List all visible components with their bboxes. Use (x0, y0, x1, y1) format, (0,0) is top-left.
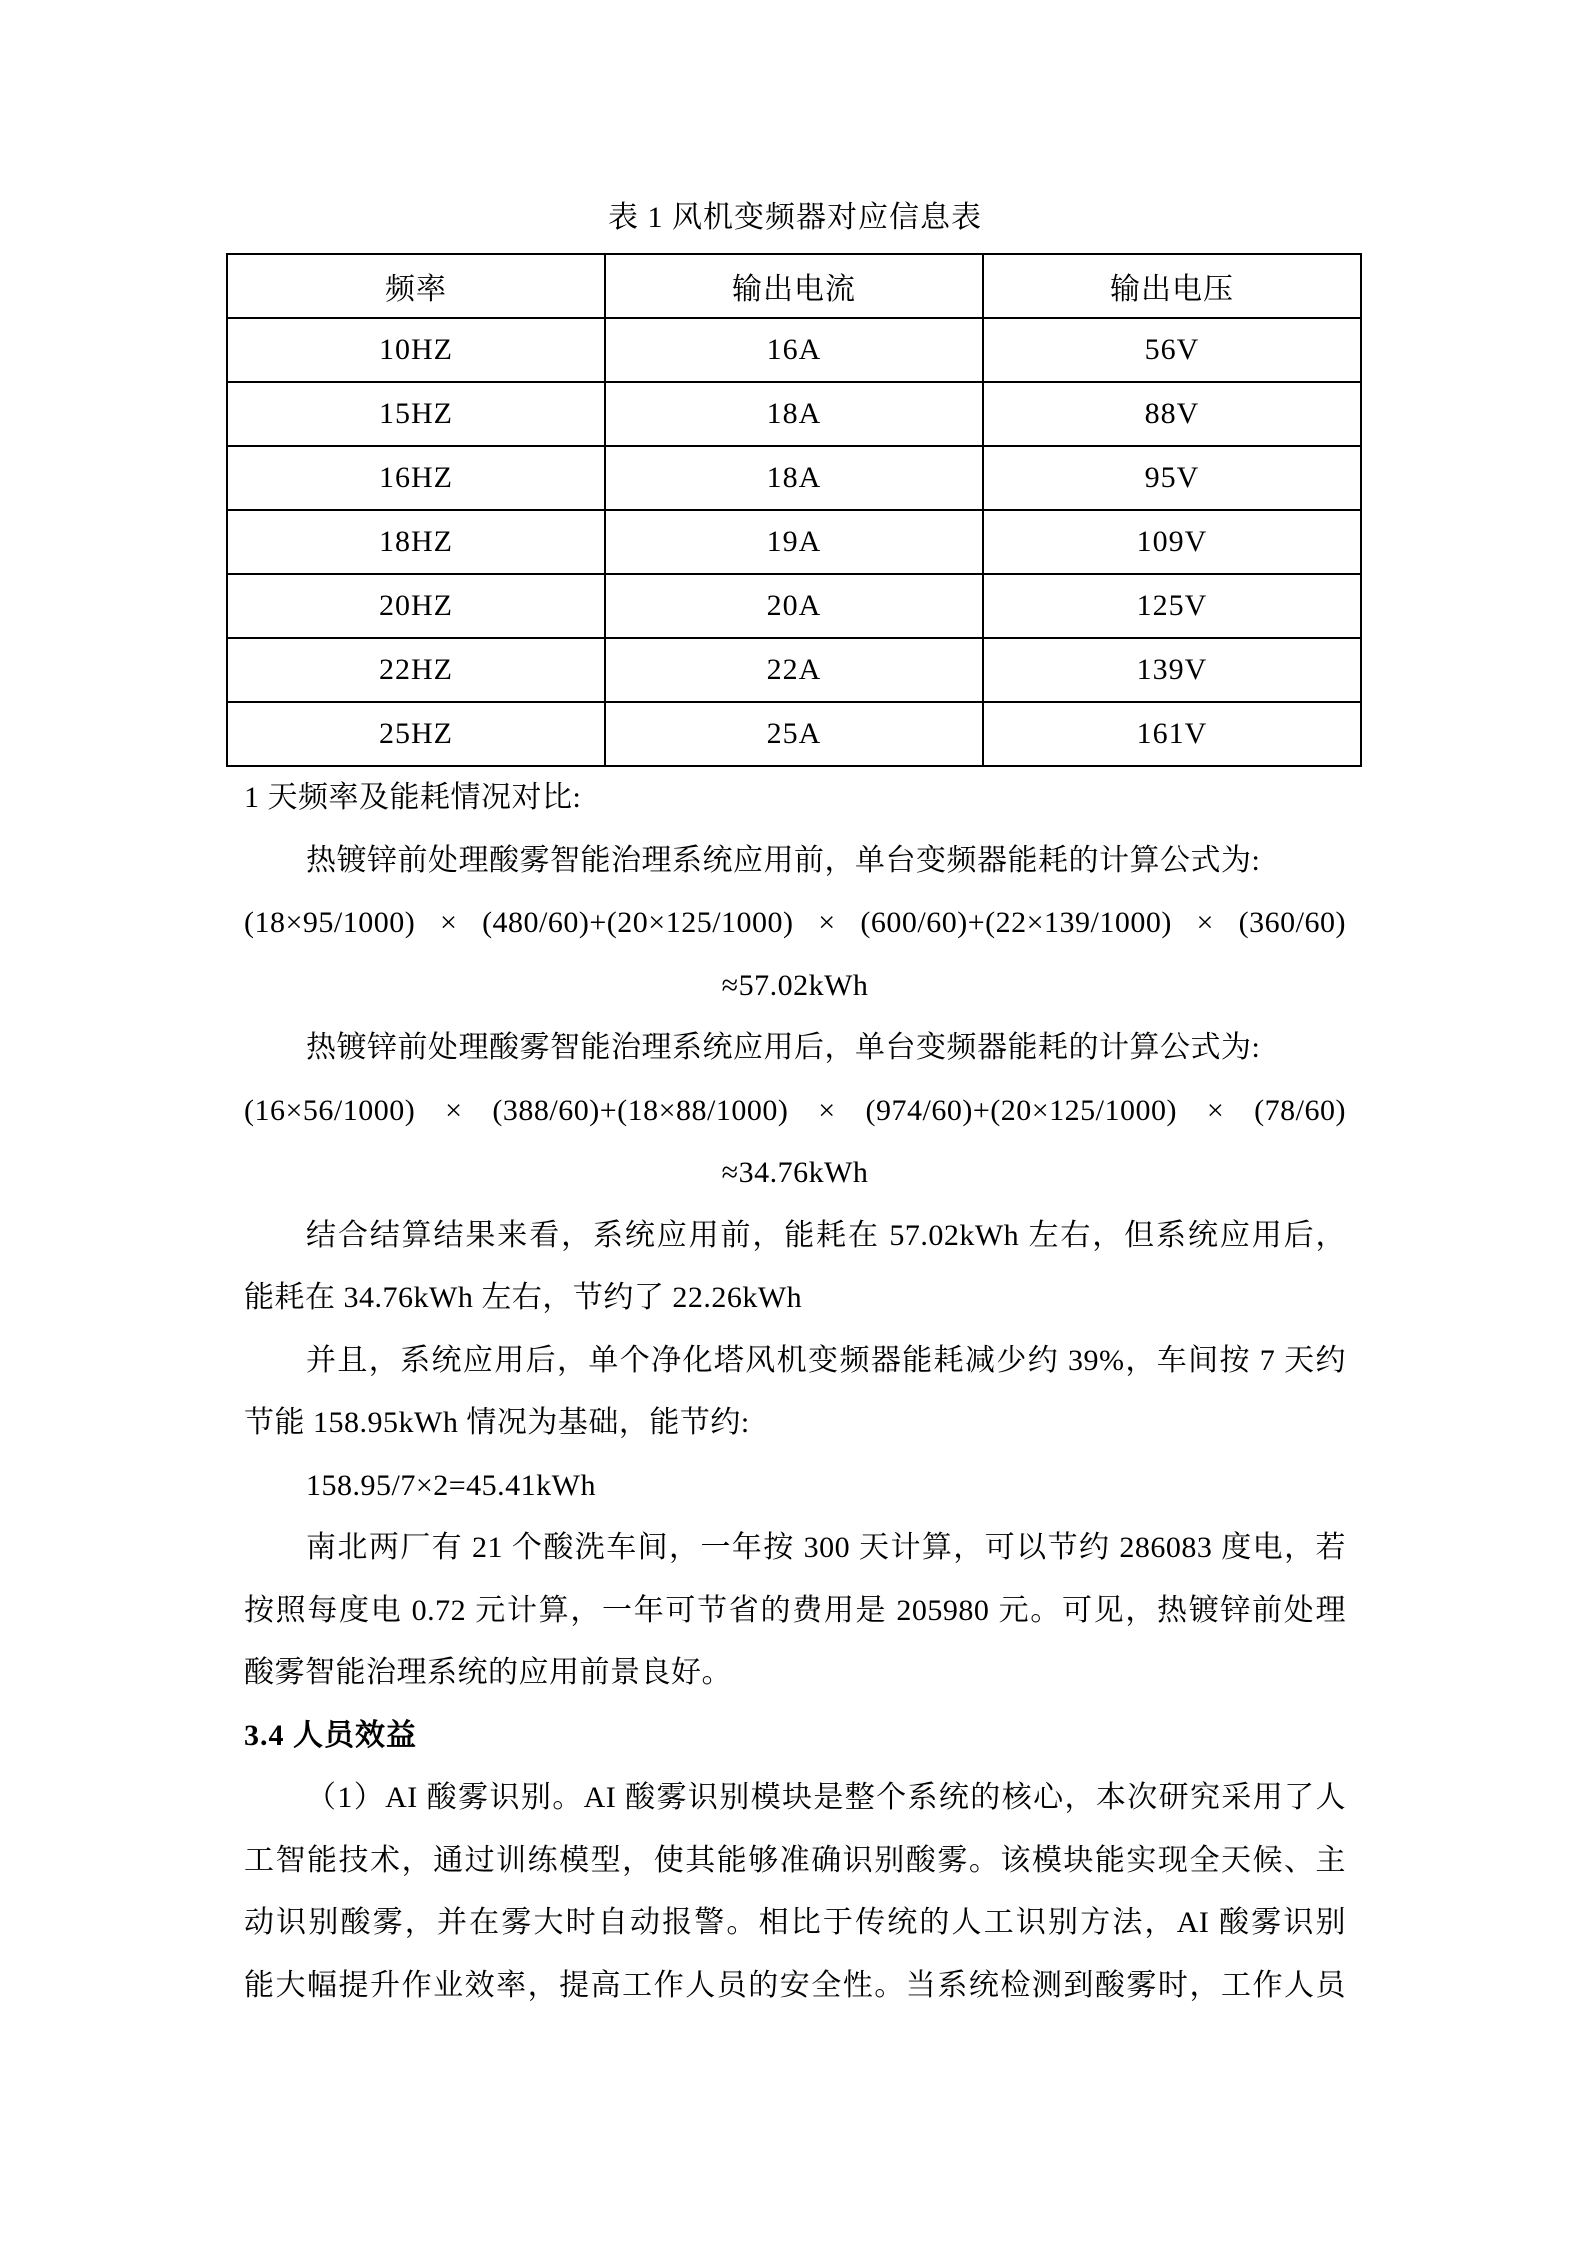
formula-result-line: ≈57.02kWh (721, 968, 869, 1002)
table-cell: 95V (983, 446, 1361, 510)
formula-result-line: ≈34.76kWh (721, 1156, 869, 1189)
table-cell: 125V (983, 574, 1361, 638)
table-header-row (227, 254, 1361, 318)
paragraph-line: 工智能技术，通过训练模型，使其能够准确识别酸雾。该模块能实现全天候、主 (244, 1843, 1346, 1877)
column-header: 输出电压 (983, 254, 1361, 318)
table-caption: 表 1 风机变频器对应信息表 (608, 201, 982, 234)
table-row (227, 510, 1361, 574)
table-cell: 18A (605, 446, 983, 510)
table-row (227, 574, 1361, 638)
table-cell: 16A (605, 318, 983, 382)
table-cell: 139V (983, 638, 1361, 702)
table-cell: 16HZ (227, 446, 605, 510)
table-cell: 88V (983, 382, 1361, 446)
paragraph-line: 结合结算结果来看，系统应用前，能耗在 57.02kWh 左右，但系统应用后， (306, 1218, 1346, 1252)
paragraph-line: 1 天频率及能耗情况对比: (244, 781, 582, 814)
paragraph-line: （1）AI 酸雾识别。AI 酸雾识别模块是整个系统的核心，本次研究采用了人 (306, 1781, 1346, 1814)
table-cell: 15HZ (227, 382, 605, 446)
table-cell: 25A (605, 702, 983, 766)
paragraph-line: 热镀锌前处理酸雾智能治理系统应用后，单台变频器能耗的计算公式为: (306, 1031, 1261, 1064)
column-header: 频率 (227, 254, 605, 318)
paragraph-line: 按照每度电 0.72 元计算，一年可节省的费用是 205980 元。可见，热镀锌前处理 (244, 1593, 1346, 1627)
table-cell: 161V (983, 702, 1361, 766)
table-cell: 109V (983, 510, 1361, 574)
section-heading: 3.4 人员效益 (244, 1718, 417, 1752)
paragraph-line: 南北两厂有 21 个酸洗车间，一年按 300 天计算，可以节约 286083 度电，若 (306, 1531, 1346, 1564)
table-cell: 56V (983, 318, 1361, 382)
formula-line: 158.95/7×2=45.41kWh (306, 1468, 596, 1502)
table-cell: 20HZ (227, 574, 605, 638)
table-row (227, 446, 1361, 510)
body-text (244, 767, 1346, 2017)
page-content (244, 0, 1346, 2017)
paragraph-line: 并且，系统应用后，单个净化塔风机变频器能耗减少约 39%，车间按 7 天约 (306, 1343, 1346, 1377)
table-cell: 22HZ (227, 638, 605, 702)
formula-line: (16×56/1000) × (388/60)+(18×88/1000) × (974/60)+(20×125/1000) × (78/60) (244, 1093, 1346, 1127)
table-body (227, 318, 1361, 766)
table-cell: 18A (605, 382, 983, 446)
paragraph-line: 节能 158.95kWh 情况为基础，能节约: (244, 1406, 750, 1439)
fan-inverter-table (226, 253, 1362, 767)
table-cell: 10HZ (227, 318, 605, 382)
table-row (227, 638, 1361, 702)
table-row (227, 382, 1361, 446)
table-row (227, 702, 1361, 766)
table-cell: 25HZ (227, 702, 605, 766)
paragraph-line: 动识别酸雾，并在雾大时自动报警。相比于传统的人工识别方法，AI 酸雾识别 (244, 1906, 1346, 1939)
paragraph-line: 能耗在 34.76kWh 左右，节约了 22.26kWh (244, 1281, 803, 1314)
paragraph-line: 酸雾智能治理系统的应用前景良好。 (244, 1656, 732, 1689)
table-row (227, 318, 1361, 382)
table-cell: 18HZ (227, 510, 605, 574)
paragraph-line: 热镀锌前处理酸雾智能治理系统应用前，单台变频器能耗的计算公式为: (306, 843, 1261, 877)
formula-line: (18×95/1000) × (480/60)+(20×125/1000) × (600/60)+(22×139/1000) × (360/60) (244, 906, 1346, 939)
paragraph-line: 能大幅提升作业效率，提高工作人员的安全性。当系统检测到酸雾时，工作人员 (244, 1968, 1346, 2002)
table-cell: 19A (605, 510, 983, 574)
table-cell: 20A (605, 574, 983, 638)
table-cell: 22A (605, 638, 983, 702)
column-header: 输出电流 (605, 254, 983, 318)
